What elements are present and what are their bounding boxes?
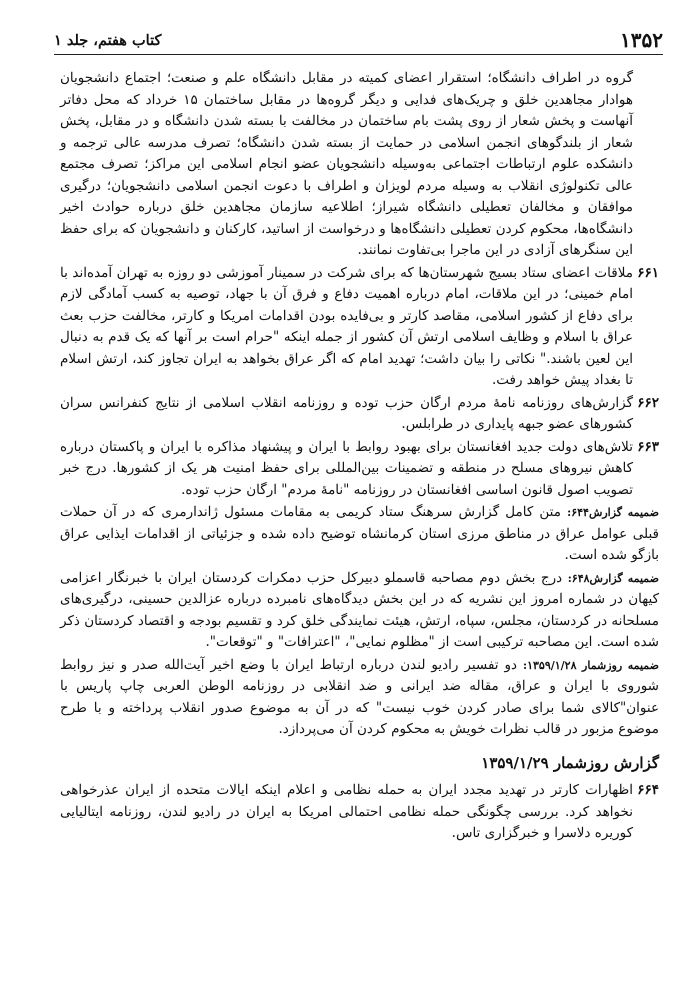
appendix-note: [60, 655, 659, 741]
appendix-label: ضمیمه گزارش۶۴۴:: [567, 506, 659, 519]
appendix-text: دو تفسیر رادیو لندن درباره ارتباط ایران با وضع اخیر آیت‌الله صدر و نیز روابط شوروی با ایران و عراق، مقاله ضد ایرانی و ضد انقلابی در روزنامه الوطن العربی چاپ پاریس با عنوان"کالای شما برای صادر کردن خوب نیست" که در آن به موضوع صدور انقلاب پرداخته و با طرح موضوع مزبور در قالب نظرات خویش به محکوم کردن آن می‌پردازد.: [60, 656, 659, 737]
page-number: ۱۳۵۲: [620, 28, 663, 52]
entry-number: ۶۶۳: [637, 438, 659, 455]
report-entry: [60, 437, 659, 502]
entry-text: گزارش‌های روزنامه نامهٔ مردم ارگان حزب توده و روزنامه انقلاب اسلامی از نتایج کنفرانس سران کشورهای عضو جبهه پایداری در طرابلس.: [60, 394, 633, 432]
entry-text: ملاقات اعضای ستاد بسیج شهرستان‌ها که برای شرکت در سمینار آموزشی دو روزه به تهران آمده‌اند با امام خمینی؛ در این ملاقات، امام درباره اهمیت دفاع و فرق آن با جهاد، توصیه به کسب آمادگی لازم برای دفاع از کشور اسلامی، مقاصد کارتر و بی‌فایده بودن اقدامات امریکا و کارتر، مخالفت حزب بعث عراق با اسلام و وظایف اسلامی ارتش آن کشور از جمله اینکه "حرام است بر آنها که یک قدم به دنبال این لعین باشند." نکاتی را بیان داشت؛ تهدید امام که اگر عراق بخواهد به ایران تجاوز کند، ارتش اسلام تا بغداد پیش خواهد رفت.: [60, 264, 633, 388]
page-body: [60, 68, 659, 846]
report-entry: [60, 780, 659, 845]
appendix-text: متن کامل گزارش سرهنگ ستاد کریمی به مقامات مسئول ژاندارمری که در آن حملات قبلی عوامل عراق در مناطق مرزی استان کرمانشاه توضیح داده شده و جزئیاتی از اقدامات ایذایی عراق بازگو شده است.: [60, 504, 659, 563]
book-title: کتاب هفتم، جلد ۱: [54, 32, 162, 49]
page-header: [54, 24, 663, 55]
section-title: گزارش روزشمار ۱۳۵۹/۱/۲۹: [481, 753, 659, 772]
appendix-text: درج بخش دوم مصاحبه قاسملو دبیرکل حزب دمکرات کردستان ایران با خبرنگار اعزامی کیهان در شماره امروز این نشریه که در این بخش دیدگاه‌های نامبرده درباره عزالدین حسینی، درگیری‌های مسلحانه در کردستان، مجلس، سپاه، ارتش، هیئت نمایندگی خلق کرد و تقسیم بودجه و اقتصاد کردستان ذکر شده است. این مصاحبه ترکیبی است از "مظلوم نمایی"، "اعترافات" و "توقعات".: [60, 569, 659, 650]
appendix-note: [60, 568, 659, 654]
entry-text: تلاش‌های دولت جدید افغانستان برای بهبود روابط با ایران و پیشنهاد مذاکره با ایران و پاکستان درباره کاهش نیروهای مسلح در منطقه و تضمینات بین‌المللی برای حفظ امنیت هر یک از کشورها. درج خبر تصویب اصول قانون اساسی افغانستان در روزنامه "نامهٔ مردم" ارگان حزب توده.: [60, 438, 633, 498]
appendix-label: ضمیمه روزشمار ۱۳۵۹/۱/۲۸:: [523, 658, 659, 672]
report-entry: [60, 393, 659, 436]
entry-number: ۶۶۱: [637, 264, 659, 281]
entry-number: ۶۶۲: [637, 394, 659, 411]
entry-text: اظهارات کارتر در تهدید مجدد ایران به حمله نظامی و اعلام اینکه ایالات متحده از ایران عذرخواهی نخواهد کرد. بررسی چگونگی حمله نظامی احتمالی امریکا به ایران در رادیو لندن، روزنامه ایتالیایی کوریره دلاسرا و خبرگزاری تاس.: [60, 782, 633, 841]
intro-paragraph: گروه در اطراف دانشگاه؛ استقرار اعضای کمیته در مقابل دانشگاه علم و صنعت؛ اجتماع دانشجویان هوادار مجاهدین خلق و چریک‌های فدایی و دیگر گروه‌ها در مقابل ساختمان ۱۵ خرداد که محل دفاتر آنهاست و پخش شعار از روی پشت بام ساختمان در مخالفت با بسته شدن دانشگاه و در مقابل، پخش شعار از بلندگوهای انجمن اسلامی در حمایت از بسته شدن دانشگاه؛ تصرف مدرسه عالی ترجمه و دانشکده علوم ارتباطات اجتماعی به‌وسیله دانشجویان عضو انجام اسلامی این مراکز؛ تصرف مجتمع عالی تکنولوژی انقلاب به وسیله مردم لویزان و اطراف با دعوت انجمن اسلامی دانشجویان؛ درگیری موافقان و مخالفان تعطیلی دانشگاه شیراز؛ اطلاعیه سازمان مجاهدین خلق درباره حوادث اخیر دانشگاه‌ها، محکوم کردن تعطیلی دانشگاه‌ها و درخواست از اساتید، کارکنان و دانشجویان که برای حفظ این سنگرهای آزادی در این ماجرا بی‌تفاوت نمانند.: [60, 70, 633, 258]
appendix-note: [60, 502, 659, 567]
appendix-label: ضمیمه گزارش۶۴۸:: [567, 571, 659, 585]
entry-number: ۶۶۴: [637, 782, 659, 798]
report-entry: [60, 263, 659, 392]
